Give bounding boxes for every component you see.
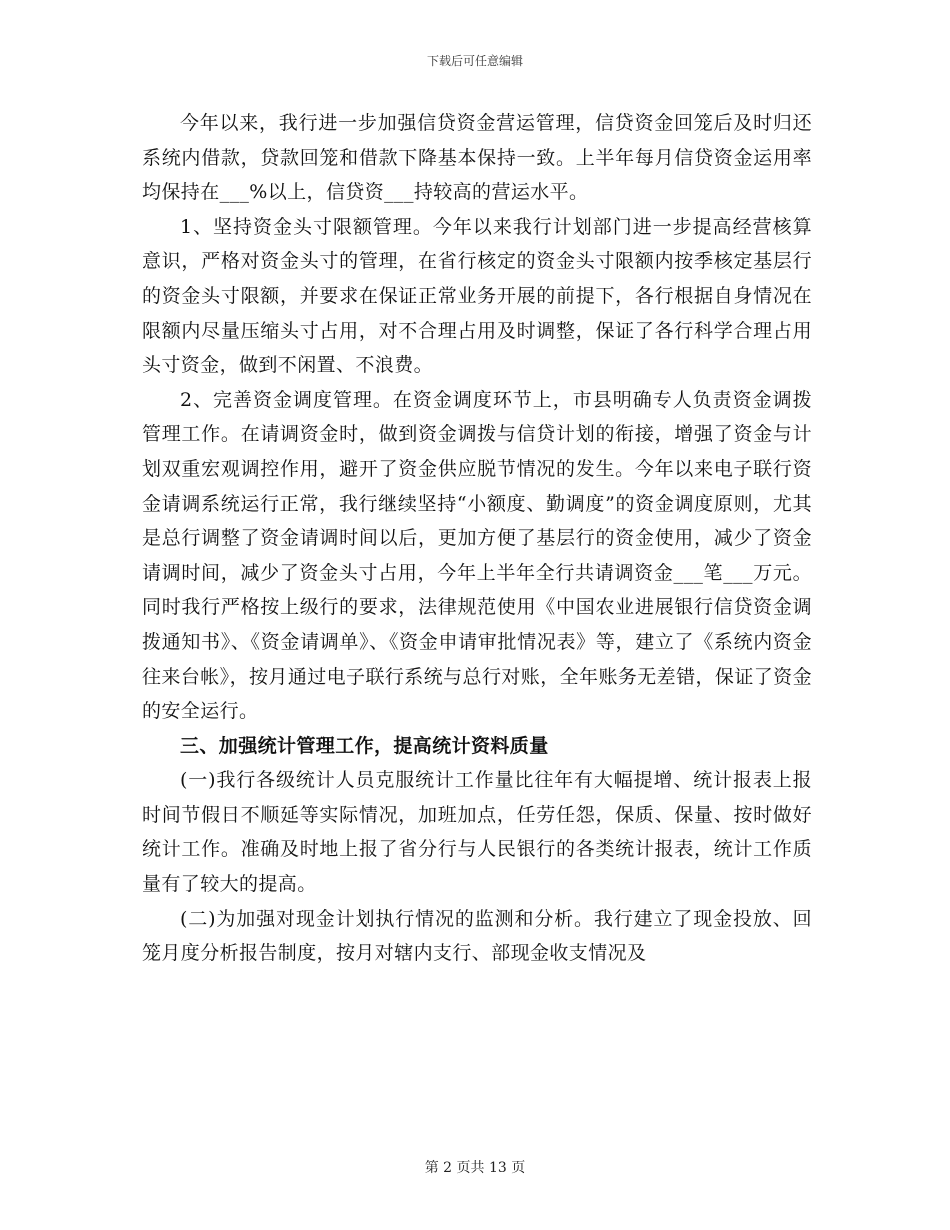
page-header: 下载后可任意编辑: [426, 54, 523, 68]
paragraph-sub-2: (二)为加强对现金计划执行情况的监测和分析。我行建立了现金投放、回笼月度分析报告制度，按月对辖内支行、部现金收支情况及: [142, 907, 812, 965]
paragraph-intro: 今年以来，我行进一步加强信贷资金营运管理，信贷资金回笼后及时归还系统内借款，贷款回笼和借款下降基本保持一致。上半年每月信贷资金运用率均保持在___%以上，信贷资___持较高的营运水平。: [142, 112, 812, 204]
paragraph-item-1: 1、坚持资金头寸限额管理。今年以来我行计划部门进一步提高经营核算意识，严格对资金头寸的管理，在省行核定的资金头寸限额内按季核定基层行的资金头寸限额，并要求在保证正常业务开展的前提下，各行根据自身情况在限额内尽量压缩头寸占用，对不合理占用及时调整，保证了各行科学合理占用头寸资金，做到不闲置、不浪费。: [142, 215, 812, 377]
page-footer: 第 2 页共 13 页: [424, 1160, 526, 1176]
paragraph-sub-1: (一)我行各级统计人员克服统计工作量比往年有大幅提增、统计报表上报时间节假日不顺延等实际情况，加班加点，任劳任怨，保质、保量、按时做好统计工作。准确及时地上报了省分行与人民银行的各类统计报表，统计工作质量有了较大的提高。: [142, 769, 812, 896]
section-heading: 三、加强统计管理工作，提高统计资料质量: [180, 734, 549, 757]
paragraph-item-2: 2、完善资金调度管理。在资金调度环节上，市县明确专人负责资金调拨管理工作。在请调资金时，做到资金调拨与信贷计划的衔接，增强了资金与计划双重宏观调控作用，避开了资金供应脱节情况的发生。今年以来电子联行资金请调系统运行正常，我行继续坚持“小额度、勤调度”的资金调度原则，尤其是总行调整了资金请调时间以后，更加方便了基层行的资金使用，减少了资金请调时间，减少了资金头寸占用，今年上半年全行共请调资金___笔___万元。同时我行严格按上级行的要求，法律规范使用《中国农业进展银行信贷资金调拨通知书》、《资金请调单》、《资金申请审批情况表》等，建立了《系统内资金往来台帐》，按月通过电子联行系统与总行对账，全年账务无差错，保证了资金的安全运行。: [142, 388, 812, 723]
document-body: [142, 106, 812, 971]
